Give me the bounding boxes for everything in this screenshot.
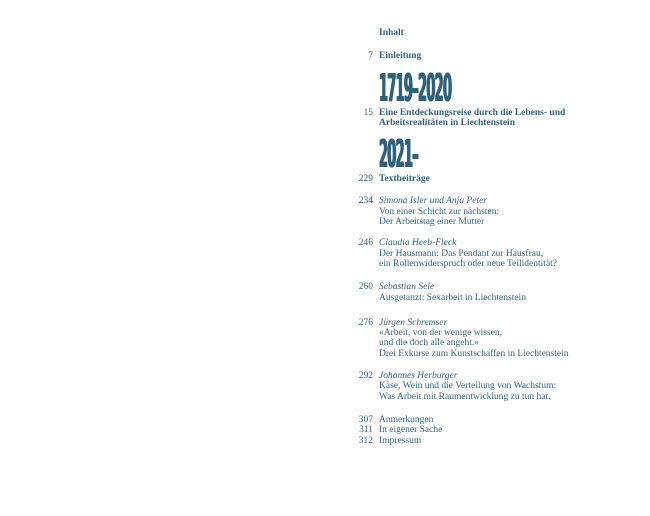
entry-title-line: Der Hausmann: Das Pendant zur Hausfrau, bbox=[379, 248, 544, 259]
page-number: 307 bbox=[358, 414, 373, 425]
page-number: 311 bbox=[359, 425, 373, 436]
toc-entry-entdeckungsreise bbox=[340, 108, 630, 129]
entry-title-line: und die doch alle angeht.» bbox=[379, 338, 479, 349]
entry-title: Textbeiträge bbox=[379, 174, 430, 185]
toc-entry-in-eigener-sache bbox=[340, 425, 630, 435]
toc-entry-einleitung bbox=[340, 51, 630, 61]
entry-title-line: Was Arbeit mit Raumentwicklung zu tun hat. bbox=[379, 391, 551, 402]
entry-title: In eigener Sache bbox=[379, 425, 443, 436]
page-number: 260 bbox=[358, 282, 373, 293]
page-number: 276 bbox=[358, 317, 373, 328]
page-number: 229 bbox=[358, 174, 373, 185]
entry-body bbox=[379, 196, 499, 227]
entry-body bbox=[379, 238, 557, 269]
toc-entry-heeb-fleck bbox=[340, 238, 630, 269]
toc-entry-sele bbox=[340, 282, 630, 303]
entry-title: Einleitung bbox=[379, 51, 422, 62]
entry-title: Impressum bbox=[379, 435, 422, 446]
toc-entry-isler-peter bbox=[340, 196, 630, 227]
toc-entry-impressum bbox=[340, 436, 630, 446]
display-year-text: 1719–2020 bbox=[379, 65, 452, 110]
page-number: 15 bbox=[363, 107, 373, 118]
author-name: Sebastian Sele bbox=[379, 282, 435, 293]
author-name: Simona Isler und Anja Peter bbox=[379, 196, 488, 207]
entry-title-line: Ausgetanzt: Sexarbeit in Liechtenstein bbox=[379, 292, 526, 303]
entry-title-line: ein Rollenwiderspruch oder neue Teilidentität? bbox=[379, 258, 558, 269]
entry-body bbox=[379, 318, 569, 359]
page-number: 246 bbox=[358, 238, 373, 249]
entry-title-line: Käse, Wein und die Verteilung von Wachstum: bbox=[379, 381, 557, 392]
author-name: Claudia Heeb-Fleck bbox=[379, 238, 457, 249]
entry-title bbox=[379, 108, 565, 129]
display-year-1719-2020 bbox=[379, 65, 630, 110]
entry-title-line: Eine Entdeckungsreise durch die Lebens- und bbox=[379, 107, 566, 118]
entry-title-line: Drei Exkurse zum Kunstschaffen in Liechtenstein bbox=[379, 348, 569, 359]
page-number: 7 bbox=[368, 51, 373, 62]
author-name: Jürgen Schremser bbox=[379, 317, 448, 328]
page-number: 312 bbox=[358, 435, 373, 446]
author-name: Johannes Herburger bbox=[379, 371, 458, 382]
table-of-contents bbox=[340, 0, 630, 446]
toc-entry-schremser bbox=[340, 318, 630, 359]
entry-title-line: «Arbeit, von der wenige wissen, bbox=[379, 328, 502, 339]
entry-title-line: Der Arbeitstag einer Mutter bbox=[379, 217, 485, 228]
toc-entry-herburger bbox=[340, 371, 630, 402]
entry-body bbox=[379, 371, 556, 402]
entry-title-line: Von einer Schicht zur nächsten: bbox=[379, 206, 500, 217]
entry-title: Anmerkungen bbox=[379, 414, 434, 425]
entry-title-line: Arbeitsrealitäten in Liechtenstein bbox=[379, 117, 515, 128]
display-year-text: 2021– bbox=[379, 132, 419, 177]
entry-body bbox=[379, 282, 526, 303]
toc-title: Inhalt bbox=[379, 28, 404, 38]
toc-heading-row bbox=[340, 28, 630, 38]
page-number: 234 bbox=[358, 196, 373, 207]
page-number: 292 bbox=[358, 371, 373, 382]
display-year-2021 bbox=[379, 132, 630, 177]
toc-entry-anmerkungen bbox=[340, 415, 630, 425]
